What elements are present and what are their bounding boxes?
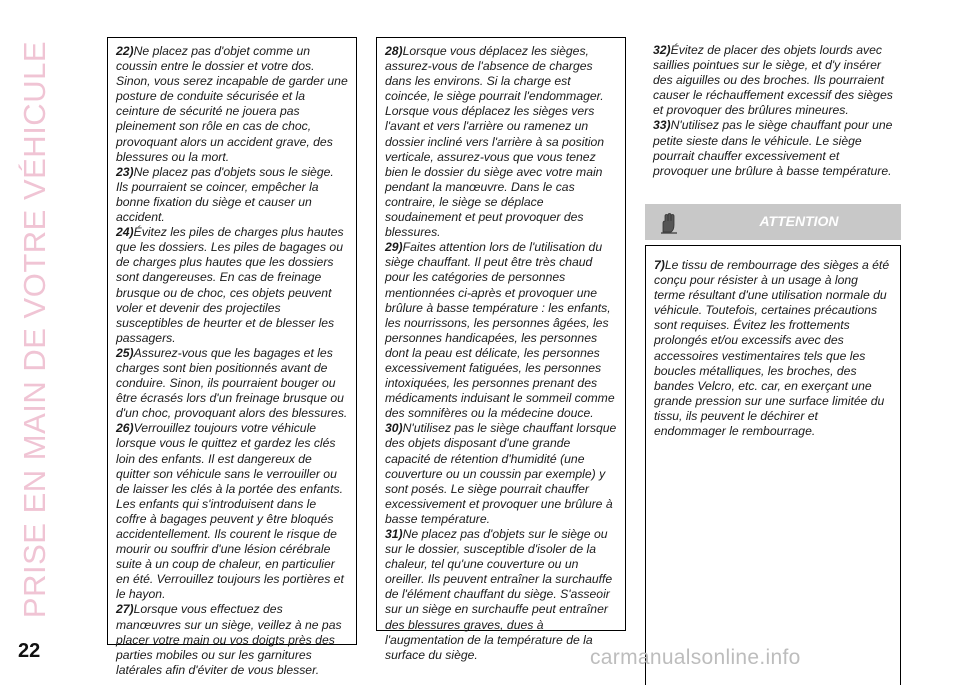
attention-item: 7)Le tissu de rembourrage des sièges a été conçu pour résister à un usage à long terme résultant d'une utilisation normale du véhicule. Toutefois, certaines précautions sont requises. Évitez les frottements prolongés et/ou excessifs avec des accessoires vestimentaires tels que les boucles métalliques, les broches, des bandes Velcro, etc. car, en exerçant une grande pression sur une surface limitée du tissu, ils peuvent le déchirer et endommager le rembourrage. [654,258,890,439]
warnings-column-1 [107,37,357,677]
warning-item: 23)Ne placez pas d'objets sous le siège. Ils pourraient se coincer, empêcher la bonne fixation du siège et causer un accident. [116,164,334,225]
warnings-column-2 [376,37,626,662]
warnings-column-3 [645,37,901,199]
warning-item: 33)N'utilisez pas le siège chauffant pour une petite sieste dans le véhicule. Le siège pourrait chauffer excessivement et provoquer une brûlure à basse température. [653,118,893,178]
warning-item: 24)Évitez les piles de charges plus hautes que les dossiers. Les piles de bagages ou de charges plus hautes que les dossiers sont dangereuses. En cas de freinage brusque ou de choc, ces objets peuvent voler et devenir des projectiles susceptibles de heurter et de blesser les passagers. [116,225,344,345]
warning-item: 29)Faites attention lors de l'utilisation du siège chauffant. Il peut être très chaud pour les catégories de personnes mentionnées ci-après et provoquer une brûlure à basse température : les enfants, les nourrissons, les personnes âgées, les personnes handicapées, les personnes dont la peau est délicate, les personnes excessivement fatiguées, les personnes intoxiquées, les personnes prenant des médicaments induisant le sommeil comme des somnifères ou la médecine douce. [385,240,615,421]
attention-box [645,245,901,685]
watermark: carmanualsonline.info [590,646,801,669]
attention-title: ATTENTION [759,213,839,229]
warning-item: 22)Ne placez pas d'objet comme un coussin entre le dossier et votre dos. Sinon, vous serez incapable de garder une posture de conduite sécurisée et la ceinture de sécurité ne jouera pas pleinement son rôle en cas de choc, provoquant alors un accident grave, des blessures ou la mort. [116,44,348,164]
hand-warning-icon [659,212,679,234]
section-side-title-text: PRISE EN MAIN DE VOTRE VÉHICULE [17,41,52,619]
warning-item: 31)Ne placez pas d'objets sur le siège ou sur le dossier, susceptible d'isoler de la chaleur, tel qu'une couverture ou un oreiller. Ils peuvent entraîner la surchauffe de l'élément chauffant du siège. S'asseoir sur un siège en surchauffe peut entraîner des blessures graves, dues à l'augmentation de la température de la surface du siège. [385,527,613,662]
warning-item: 32)Évitez de placer des objets lourds avec saillies pointues sur le siège, et d'y insérer des aiguilles ou des broches. Ils pourraient causer le réchauffement excessif des sièges et provoquer des brûlures mineures. [653,43,893,118]
section-side-title [3,30,67,630]
warning-item: 30)N'utilisez pas le siège chauffant lorsque des objets disposant d'une grande capacité de rétention d'humidité (une couverture ou un coussin par exemple) y sont posés. Le siège pourrait chauffer excessivement et provoquer une brûlure à basse température. [385,421,617,526]
warning-item: 26)Verrouillez toujours votre véhicule lorsque vous le quittez et gardez les clés loin des enfants. Il est dangereux de quitter son véhicule sans le verrouiller ou de laisser les clés à la portée des enfants. Les enfants qui s'introduisent dans le coffre à bagages peuvent y être bloqués accidentellement. Ils courent le risque de mourir ou souffrir d'une lésion cérébrale suite à un coup de chaleur, en particulier en été. Verrouillez toujours les portières et le hayon. [116,421,344,602]
warning-item: 27)Lorsque vous effectuez des manœuvres sur un siège, veillez à ne pas placer votre main ou vos doigts près des parties mobiles ou sur les garnitures latérales afin d'éviter de vous blesser. [116,602,342,677]
warning-item: 25)Assurez-vous que les bagages et les charges sont bien positionnés avant de conduire. Sinon, ils pourraient bouger ou être écrasés lors d'un freinage brusque ou d'un choc, provoquant alors des blessures. [116,345,348,421]
page-number: 22 [18,640,41,662]
warning-item: 28)Lorsque vous déplacez les sièges, assurez-vous de l'absence de charges dans les environs. Si la charge est coincée, le siège pourrait l'endommager. Lorsque vous déplacez les sièges vers l'avant et vers l'arrière ou ramenez un dossier incliné vers l'arrière à sa position verticale, assurez-vous que vous tenez bien le dossier du siège avec votre main pendant la manœuvre. Dans le cas contraire, le siège se déplace soudainement et peut provoquer des blessures. [385,44,605,240]
attention-header [645,204,901,240]
